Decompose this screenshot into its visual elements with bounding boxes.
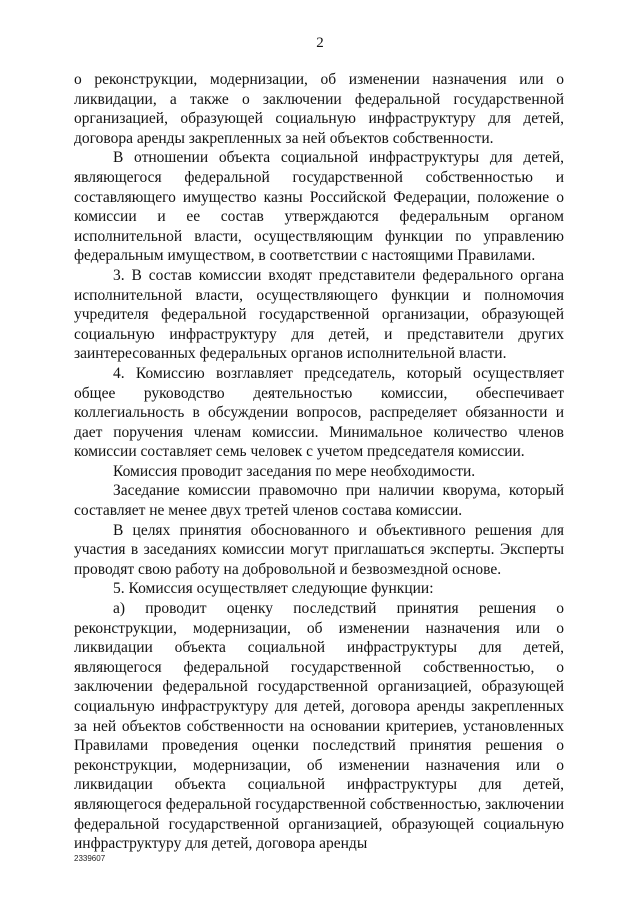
paragraph-item-5a: а) проводит оценку последствий принятия решения о реконструкции, модернизации, об изменении назначения или о ликвидации объекта социальной инфраструктуры для детей, являющегося федеральной государственной собственностью, о заключении федеральной государственной организацией, образующей социальную инфраструктуру для детей, договора аренды закрепленных за ней объектов собственности на основании критериев, установленных Правилами проведения оценки последствий принятия решения о реконструкции, модернизации, об изменении назначения или о ликвидации объекта социальной инфраструктуры для детей, являющегося федеральной государственной собственностью, заключении федеральной государственной организацией, образующей социальную инфраструктуру для детей, договора аренды	[74, 600, 564, 853]
document-body	[74, 70, 564, 854]
paragraph-quorum: Заседание комиссии правомочно при наличии кворума, который составляет не менее двух третей членов состава комиссии.	[74, 482, 564, 520]
document-code: 2339607	[74, 854, 106, 863]
paragraph-item-3: 3. В состав комиссии входят представители федерального органа исполнительной власти, осуществляющего функции и полномочия учредителя федеральной государственной организации, образующей социальную инфраструктуру для детей, и представители других заинтересованных федеральных органов исполнительной власти.	[74, 266, 564, 363]
paragraph-treasury-property: В отношении объекта социальной инфраструктуры для детей, являющегося федеральной государственной собственностью и составляющего имущество казны Российской Федерации, положение о комиссии и ее состав утверждаются федеральным органом исполнительной власти, осуществляющим функции по управлению федеральным имуществом, в соответствии с настоящими Правилами.	[74, 149, 564, 265]
page-number: 2	[316, 35, 324, 51]
paragraph-continuation: о реконструкции, модернизации, об изменении назначения или о ликвидации, а также о заключении федеральной государственной организацией, образующей социальную инфраструктуру для детей, договора аренды закрепленных за ней объектов собственности.	[74, 71, 564, 147]
paragraph-experts: В целях принятия обоснованного и объективного решения для участия в заседаниях комиссии могут приглашаться эксперты. Эксперты проводят свою работу на добровольной и безвозмездной основе.	[74, 521, 564, 578]
paragraph-item-4: 4. Комиссию возглавляет председатель, который осуществляет общее руководство деятельностью комиссии, обеспечивает коллегиальность в обсуждении вопросов, распределяет обязанности и дает поручения членам комиссии. Минимальное количество членов комиссии составляет семь человек с учетом председателя комиссии.	[74, 364, 564, 461]
paragraph-item-5: 5. Комиссия осуществляет следующие функции:	[113, 580, 434, 598]
paragraph-meetings: Комиссия проводит заседания по мере необходимости.	[113, 462, 476, 480]
